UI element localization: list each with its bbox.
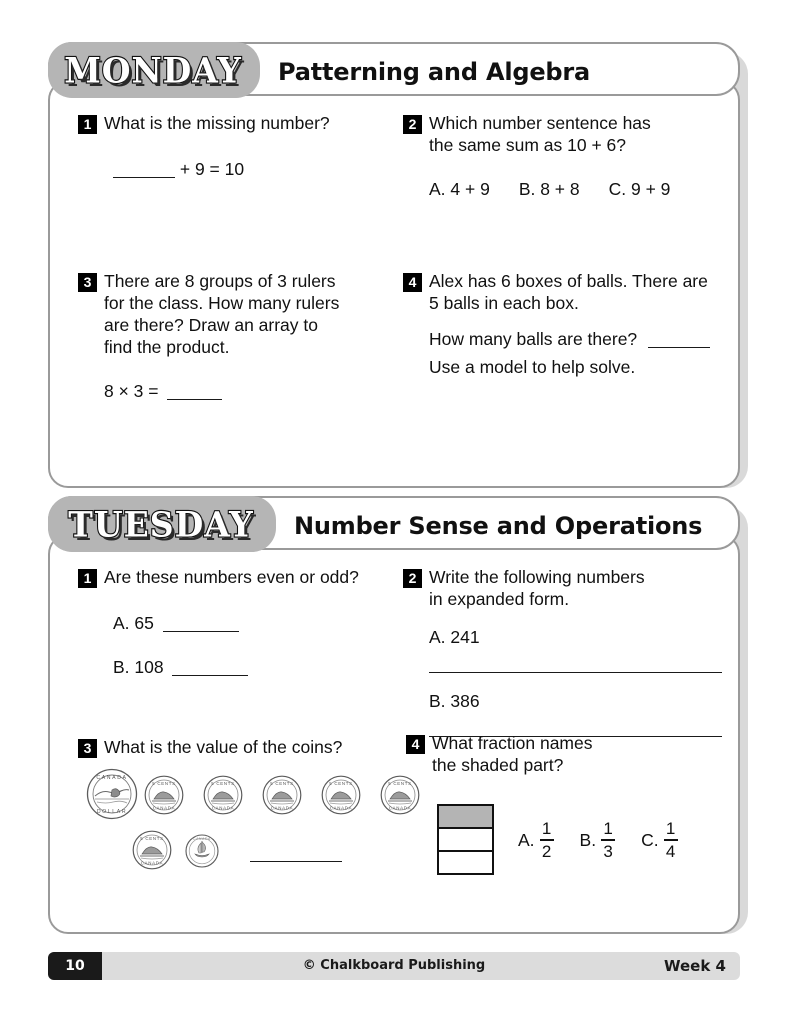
answer-item-a: A. 241 — [429, 627, 480, 647]
question-monday-1 — [78, 112, 398, 180]
question-number-badge: 2 — [403, 569, 422, 588]
svg-text:CANADA: CANADA — [140, 860, 164, 866]
canada-five-cent-nickel-icon — [132, 830, 172, 870]
svg-text:CANADA: CANADA — [96, 775, 128, 781]
svg-text:CANADA: CANADA — [193, 837, 211, 841]
day-label-tuesday: TUESDAY — [68, 503, 254, 545]
svg-text:CANADA: CANADA — [388, 805, 412, 811]
equation-row — [104, 380, 408, 402]
canada-five-cent-nickel-icon — [144, 775, 184, 815]
choice-row — [429, 178, 733, 200]
answer-item-b — [113, 656, 408, 678]
footer-copyright: © Chalkboard Publishing — [302, 958, 486, 973]
question-number-badge: 3 — [78, 273, 97, 292]
answer-rule-a[interactable] — [429, 672, 722, 673]
day-label-monday: MONDAY — [64, 49, 242, 91]
question-monday-3 — [78, 270, 408, 402]
equation-text: 8 × 3 = — [104, 381, 159, 401]
question-prompt-line-2: the same sum as 10 + 6? — [429, 135, 626, 155]
fraction-divider — [664, 839, 678, 841]
choice-b[interactable]: B. 8 + 8 — [518, 179, 580, 199]
canada-five-cent-nickel-icon — [380, 775, 420, 815]
question-prompt-line-1: Write the following numbers — [429, 567, 645, 587]
fraction-bar-diagram — [437, 804, 494, 875]
question-prompt: What is the value of the coins? — [104, 737, 343, 757]
question-prompt-line-1: Which number sentence has — [429, 113, 651, 133]
panel-header-tuesday — [48, 496, 740, 550]
question-number-badge: 4 — [403, 273, 422, 292]
choice-c[interactable]: C. 9 + 9 — [608, 179, 671, 199]
fraction-divider — [601, 839, 615, 841]
svg-text:5 CENTS: 5 CENTS — [388, 781, 412, 786]
question-number-badge: 2 — [403, 115, 422, 134]
question-prompt-line-2: in expanded form. — [429, 589, 570, 609]
svg-text:CANADA: CANADA — [211, 805, 235, 811]
svg-text:CANADA: CANADA — [152, 805, 176, 811]
answer-blank[interactable] — [172, 675, 248, 676]
question-tuesday-1 — [78, 566, 408, 678]
question-prompt-line-1: There are 8 groups of 3 rulers — [104, 271, 336, 291]
question-tuesday-4 — [406, 732, 736, 776]
fraction-cell-empty — [439, 852, 492, 875]
answer-item-label: B. 108 — [113, 657, 164, 677]
canada-five-cent-nickel-icon — [321, 775, 361, 815]
question-prompt-line-1: Alex has 6 boxes of balls. There are — [429, 271, 708, 291]
question-prompt-line-2: for the class. How many rulers — [104, 293, 340, 313]
question-number-badge: 1 — [78, 115, 97, 134]
question-number-badge: 1 — [78, 569, 97, 588]
sub-question-row — [429, 328, 743, 350]
question-prompt: Are these numbers even or odd? — [104, 567, 359, 587]
svg-text:CANADA: CANADA — [270, 805, 294, 811]
instruction-text: Use a model to help solve. — [429, 357, 636, 377]
question-monday-4 — [403, 270, 743, 378]
coin-group — [86, 768, 436, 888]
equation-text: + 9 = 10 — [179, 159, 245, 179]
answer-item-a — [113, 612, 408, 634]
sub-question-text: How many balls are there? — [429, 329, 638, 349]
fraction-value — [601, 820, 615, 860]
fraction-denominator: 3 — [603, 842, 613, 861]
footer-week-label: Week 4 — [664, 957, 726, 975]
svg-text:5 CENTS: 5 CENTS — [152, 781, 176, 786]
question-tuesday-2 — [403, 566, 728, 737]
question-prompt-line-2: 5 balls in each box. — [429, 293, 579, 313]
strand-title-monday: Patterning and Algebra — [278, 58, 591, 86]
day-tab-tuesday — [48, 496, 276, 552]
equation-row — [113, 158, 398, 180]
canada-ten-cent-dime-icon — [185, 834, 219, 868]
choice-label: A. — [518, 829, 535, 850]
page-footer — [48, 952, 740, 980]
fraction-cell-shaded — [439, 806, 492, 829]
fraction-choice-a[interactable] — [518, 820, 554, 860]
answer-blank[interactable] — [113, 177, 175, 178]
fraction-numerator: 1 — [665, 819, 676, 838]
fraction-choice-b[interactable] — [580, 820, 616, 860]
choice-a[interactable]: A. 4 + 9 — [429, 179, 490, 199]
canada-five-cent-nickel-icon — [262, 775, 302, 815]
fraction-choices — [518, 820, 678, 860]
panel-header-monday — [48, 42, 740, 96]
answer-blank[interactable] — [167, 399, 222, 400]
question-prompt-line-1: What fraction names — [432, 733, 593, 753]
fraction-numerator: 1 — [541, 819, 552, 838]
svg-text:5 CENTS: 5 CENTS — [211, 781, 235, 786]
question-prompt: What is the missing number? — [104, 113, 330, 133]
fraction-cell-empty — [439, 829, 492, 852]
day-tab-monday — [48, 42, 260, 98]
fraction-choice-c[interactable] — [641, 820, 678, 860]
svg-text:DOLLAR: DOLLAR — [96, 809, 128, 815]
question-prompt-line-2: the shaded part? — [432, 755, 564, 775]
canada-five-cent-nickel-icon — [203, 775, 243, 815]
canada-one-dollar-loonie-icon — [86, 768, 138, 820]
fraction-value — [664, 820, 678, 860]
day-panel-tuesday — [48, 496, 740, 936]
answer-item-label: A. 65 — [113, 613, 154, 633]
footer-page-number: 10 — [48, 952, 102, 980]
choice-label: B. — [579, 829, 597, 850]
svg-text:CANADA: CANADA — [329, 805, 353, 811]
answer-item-b: B. 386 — [429, 691, 480, 711]
day-panel-monday — [48, 42, 740, 488]
question-tuesday-3 — [78, 736, 423, 758]
question-prompt-line-4: find the product. — [104, 337, 230, 357]
question-prompt-line-3: are there? Draw an array to — [104, 315, 318, 335]
fraction-denominator: 2 — [541, 842, 552, 861]
answer-blank[interactable] — [648, 347, 710, 348]
fraction-denominator: 4 — [665, 842, 676, 861]
question-number-badge: 4 — [406, 735, 425, 754]
strand-title-tuesday: Number Sense and Operations — [294, 512, 703, 540]
coins-answer-rule[interactable] — [250, 861, 342, 862]
choice-label: C. — [641, 829, 659, 850]
svg-text:5 CENTS: 5 CENTS — [270, 781, 294, 786]
fraction-numerator: 1 — [603, 819, 613, 838]
svg-text:5 CENTS: 5 CENTS — [140, 836, 164, 841]
fraction-value — [540, 820, 554, 860]
svg-text:5 CENTS: 5 CENTS — [329, 781, 353, 786]
fraction-divider — [540, 839, 554, 841]
question-monday-2 — [403, 112, 733, 200]
answer-blank[interactable] — [163, 631, 239, 632]
question-number-badge: 3 — [78, 739, 97, 758]
